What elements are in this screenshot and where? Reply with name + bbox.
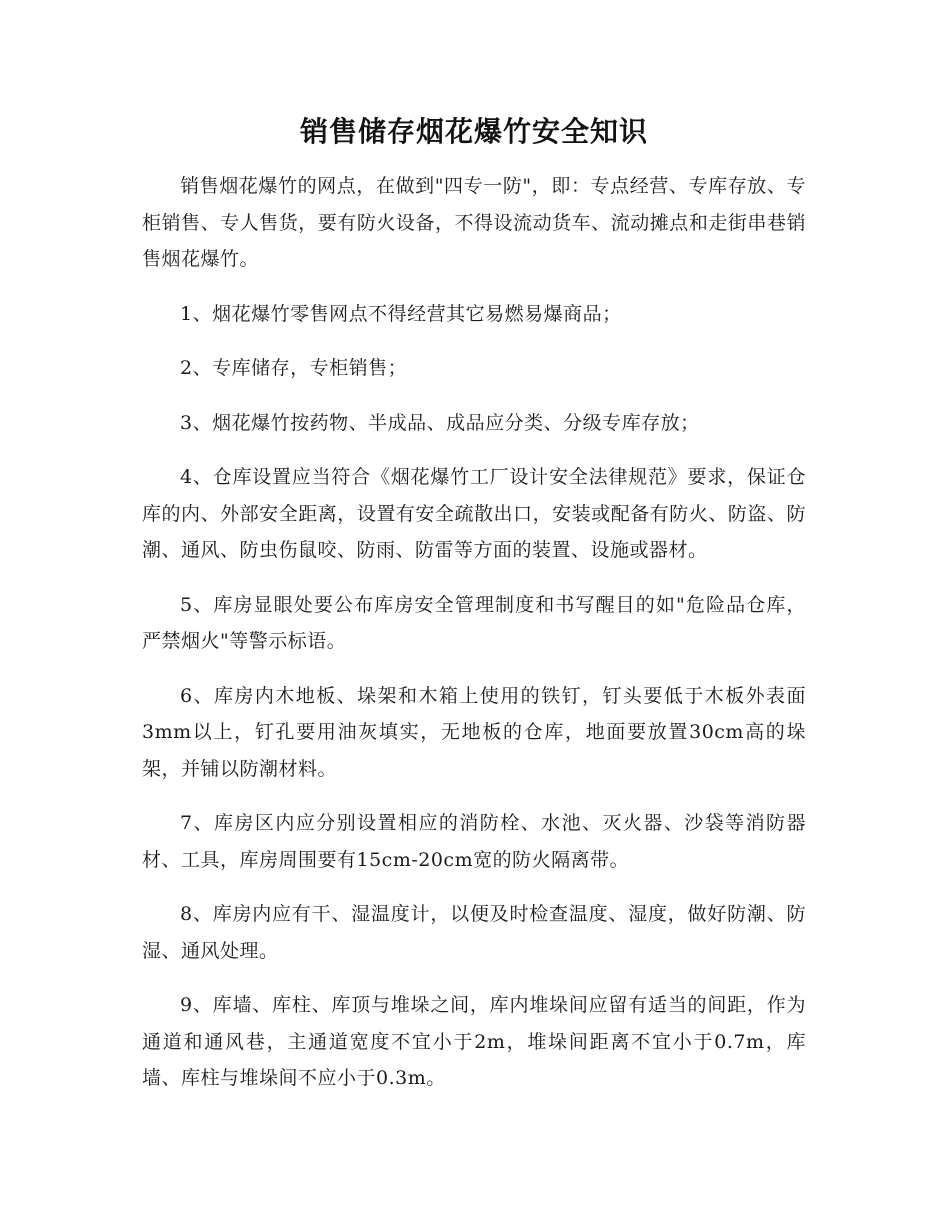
- rule-item-1: 1、烟花爆竹零售网点不得经营其它易燃易爆商品；: [180, 302, 622, 325]
- rule-item-6: 6、库房内木地板、垛架和木箱上使用的铁钉，钉头要低于木板外表面3mm以上，钉孔要用油灰填实，无地板的仓库，地面要放置30cm高的垛架，并铺以防潮材料。: [142, 684, 806, 780]
- rule-item-7: 7、库房区内应分别设置相应的消防栓、水池、灭火器、沙袋等消防器材、工具，库房周围要有15cm-20cm宽的防火隔离带。: [142, 812, 806, 871]
- rule-item-9: 9、库墙、库柱、库顶与堆垛之间，库内堆垛间应留有适当的间距，作为通道和通风巷，主通道宽度不宜小于2m，堆垛间距离不宜小于0.7m，库墙、库柱与堆垛间不应小于0.3m。: [142, 994, 806, 1089]
- document-page: [142, 110, 806, 1115]
- rule-item-2: 2、专库储存，专柜销售；: [180, 357, 408, 379]
- intro-paragraph: 销售烟花爆竹的网点，在做到"四专一防"，即：专点经营、专库存放、专柜销售、专人售货，要有防火设备，不得设流动货车、流动摊点和走街串巷销售烟花爆竹。: [142, 175, 806, 270]
- rule-item-5: 5、库房显眼处要公布库房安全管理制度和书写醒目的如"危险品仓库，严禁烟火"等警示标语。: [142, 593, 806, 652]
- document-title: 销售储存烟花爆竹安全知识: [299, 115, 648, 148]
- rule-item-4: 4、仓库设置应当符合《烟花爆竹工厂设计安全法律规范》要求，保证仓库的内、外部安全距离，设置有安全疏散出口，安装或配备有防火、防盗、防潮、通风、防虫伤鼠咬、防雨、防雷等方面的装置、设施或器材。: [142, 466, 806, 561]
- rule-item-3: 3、烟花爆竹按药物、半成品、成品应分类、分级专库存放；: [180, 411, 700, 434]
- rule-item-8: 8、库房内应有干、湿温度计，以便及时检查温度、湿度，做好防潮、防湿、通风处理。: [142, 903, 806, 962]
